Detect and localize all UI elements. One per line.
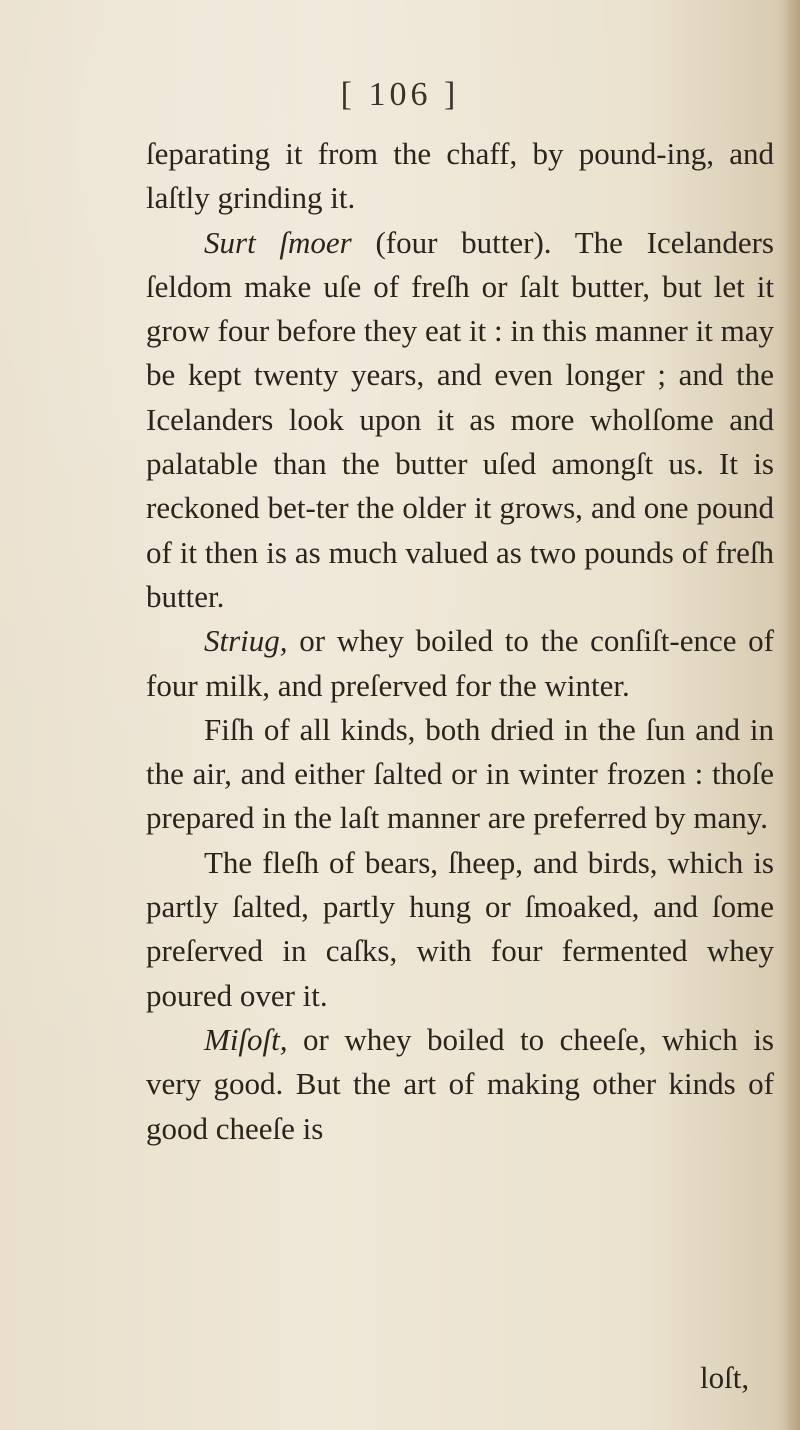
paragraph-5-text: The fleſh of bears, ſheep, and birds, which is partly ſalted, partly hung or ſmoaked, and ſome preſerved in caſks, with four fermented whey poured over it. [146,844,774,1013]
paragraph-2-text: (four butter). The Icelanders ſeldom make uſe of freſh or ſalt butter, but let it grow four before they eat it : in this manner it may be kept twenty years, and even longer ; and the Icelanders look upon it as more wholſome and palatable than the butter uſed amongſt us. It is reckoned bet-ter the older it grows, and one pound of it then is as much valued as two pounds of freſh butter. [146,224,774,614]
paragraph-1 [146,132,774,221]
paragraph-3 [146,619,774,708]
paragraph-2-term: Surt ſmoer [204,224,352,260]
paragraph-3-text: or whey boiled to the conſiſt-ence of four milk, and preſerved for the winter. [146,623,774,703]
paragraph-3-term: Striug, [204,623,288,659]
page-edge-shadow [782,0,800,1430]
page-number-header: [ 106 ] [340,76,460,113]
paragraph-2 [146,221,774,620]
paragraph-6-text: or whey boiled to cheeſe, which is very good. But the art of making other kinds of good cheeſe is [146,1021,774,1146]
paragraph-4-text: Fiſh of all kinds, both dried in the ſun and in the air, and either ſalted or in winter frozen : thoſe prepared in the laſt manner are preferred by many. [146,711,774,836]
paragraph-1-text: ſeparating it from the chaff, by pound-ing, and laſtly grinding it. [146,136,774,216]
body-text [146,132,774,1151]
catchword: loſt, [700,1360,750,1395]
paragraph-6 [146,1018,774,1151]
paragraph-4 [146,708,774,841]
paragraph-5 [146,841,774,1018]
paragraph-6-term: Miſoſt, [204,1021,288,1057]
